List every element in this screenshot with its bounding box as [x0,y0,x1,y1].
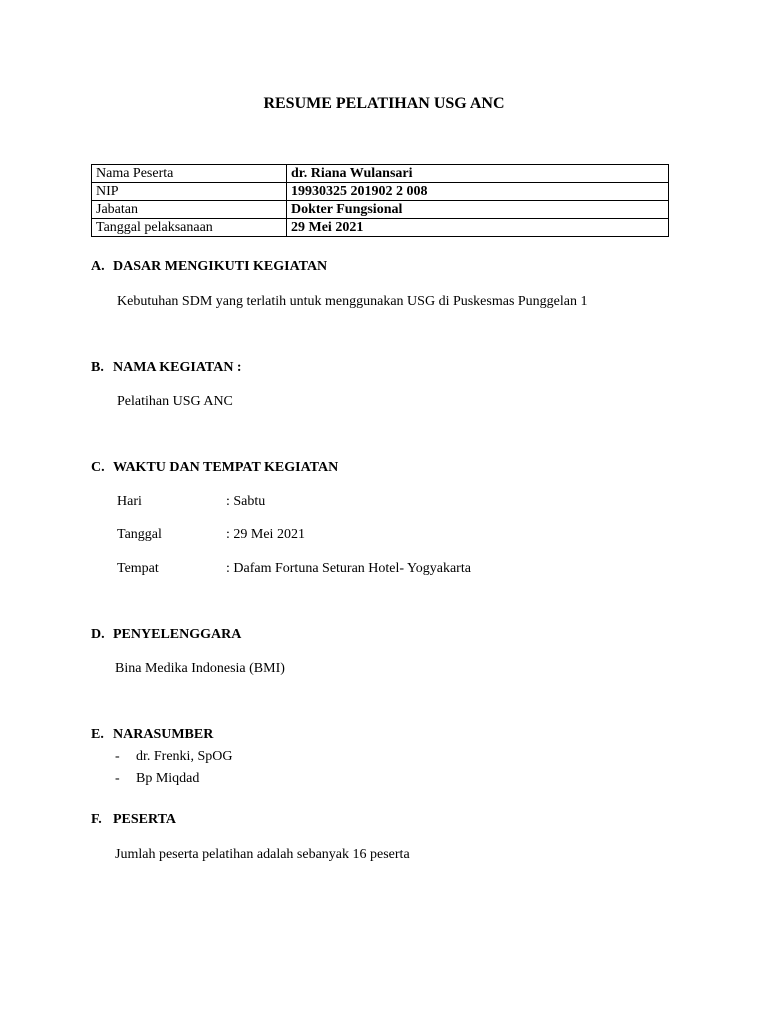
section-b-heading [91,360,242,376]
schedule-value: : Dafam Fortuna Seturan Hotel- Yogyakarta [226,561,471,576]
schedule-row-date [117,527,305,543]
section-letter: D. [91,627,105,642]
section-d-heading [91,627,241,643]
table-label-cell: Tanggal pelaksanaan [92,219,287,237]
section-title: PENYELENGGARA [113,627,242,642]
schedule-value: : 29 Mei 2021 [226,527,305,542]
section-a-text: Kebutuhan SDM yang terlatih untuk menggunakan USG di Puskesmas Punggelan 1 [117,294,588,309]
section-letter: B. [91,360,104,375]
section-letter: A. [91,259,105,274]
section-letter: E. [91,727,104,742]
table-row [92,219,669,237]
list-item [115,771,199,787]
speaker-name: dr. Frenki, SpOG [136,749,233,764]
table-value-cell: dr. Riana Wulansari [287,165,669,183]
table-label-cell: Nama Peserta [92,165,287,183]
section-title: WAKTU DAN TEMPAT KEGIATAN [113,460,339,475]
section-c-heading [91,460,338,476]
table-value-cell: 19930325 201902 2 008 [287,183,669,201]
section-b-text: Pelatihan USG ANC [117,394,233,409]
section-a-heading [91,259,327,275]
schedule-key: Tanggal [117,527,162,542]
participant-info-table [91,164,669,237]
table-row [92,183,669,201]
table-value-cell: Dokter Fungsional [287,201,669,219]
section-d-text: Bina Medika Indonesia (BMI) [115,661,285,676]
schedule-key: Hari [117,494,142,509]
table-value-cell: 29 Mei 2021 [287,219,669,237]
document-title: RESUME PELATIHAN USG ANC [263,95,505,112]
section-letter: F. [91,812,102,827]
schedule-row-day [117,494,265,510]
table-label-cell: Jabatan [92,201,287,219]
list-bullet: - [115,771,120,786]
section-f-heading [91,812,176,828]
section-title: DASAR MENGIKUTI KEGIATAN [113,259,328,274]
section-title: NAMA KEGIATAN : [113,360,242,375]
section-title: NARASUMBER [113,727,214,742]
table-row [92,201,669,219]
table-row [92,165,669,183]
list-item [115,749,232,765]
section-title: PESERTA [113,812,177,827]
schedule-key: Tempat [117,561,159,576]
section-e-heading [91,727,213,743]
section-letter: C. [91,460,105,475]
list-bullet: - [115,749,120,764]
schedule-row-place [117,561,471,577]
speaker-name: Bp Miqdad [136,771,200,786]
table-label-cell: NIP [92,183,287,201]
section-f-text: Jumlah peserta pelatihan adalah sebanyak 16 peserta [115,847,410,862]
schedule-value: : Sabtu [226,494,266,509]
